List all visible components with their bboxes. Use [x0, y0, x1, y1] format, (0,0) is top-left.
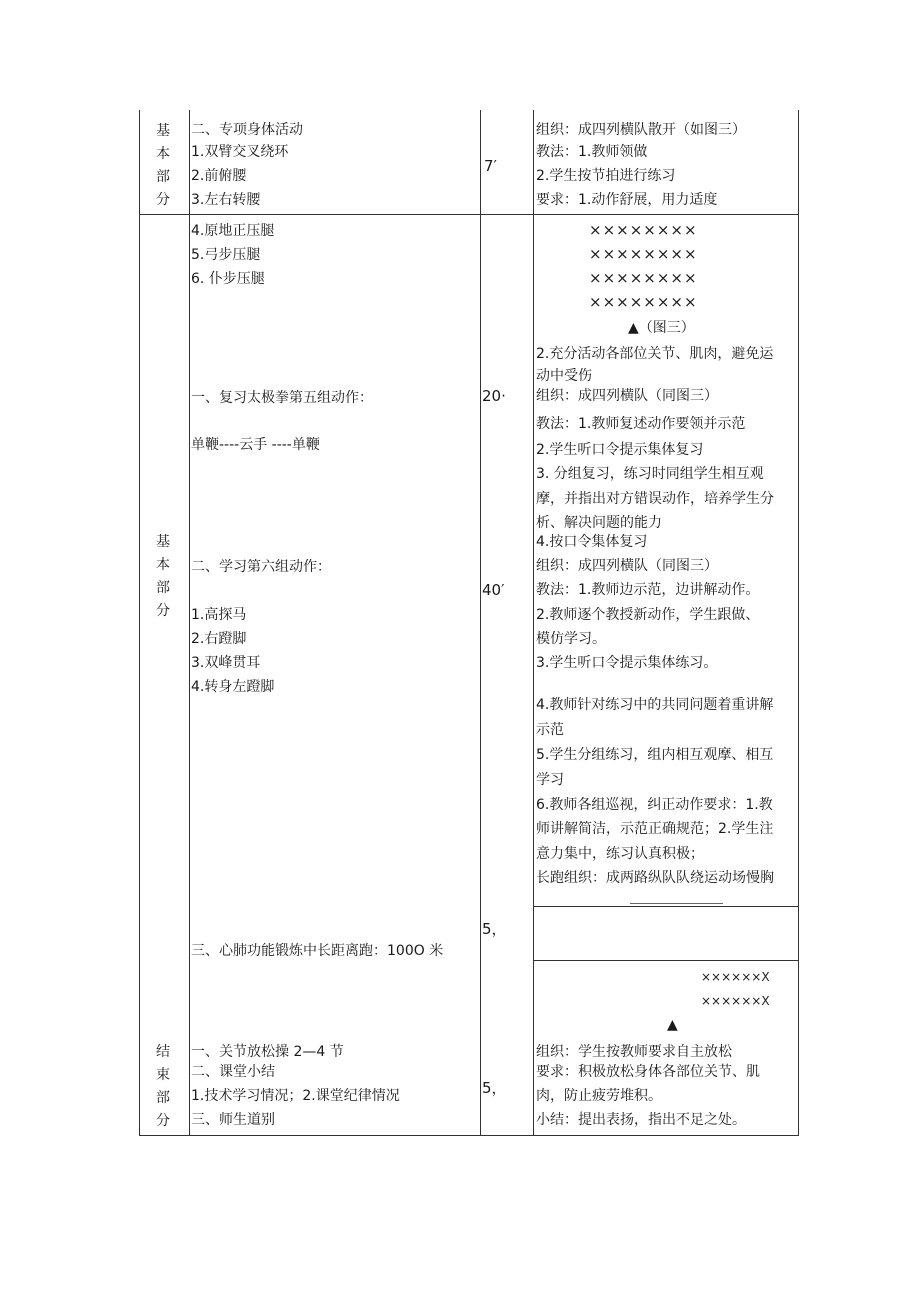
table-column-divider-2 — [480, 110, 481, 1136]
formation-row: ×××××××× — [589, 245, 698, 263]
table-border-left — [139, 110, 140, 1136]
method-line: 教法：1.教师复述动作要领并示范 — [536, 416, 746, 432]
method-line: 要求：积极放松身体各部位关节、肌 — [536, 1064, 760, 1080]
content-line: 一、关节放松操 2—4 节 — [191, 1044, 344, 1060]
method-line: 组织：学生按教师要求自主放松 — [536, 1044, 732, 1060]
method-line: 2.学生按节拍进行练习 — [536, 168, 676, 184]
content-line: 1.技术学习情况；2.课堂纪律情况 — [191, 1088, 400, 1104]
time-value: 7′ — [484, 157, 497, 175]
content-line: 6. 仆步压腿 — [191, 271, 265, 287]
method-line: 长跑组织：成两路纵队队绕运动场慢胸 — [536, 870, 774, 886]
table-border-right — [798, 110, 799, 1136]
section-label-basic-2: 基 本 部 分 — [156, 534, 170, 619]
content-line: 二、课堂小结 — [191, 1064, 275, 1080]
method-line: 组织：成四列横队（同图三） — [536, 558, 718, 574]
method-line: 学习 — [536, 772, 564, 788]
method-line: 3. 分组复习，练习时同组学生相互观 — [536, 466, 764, 482]
method-line: 2.教师逐个教授新动作，学生跟做、 — [536, 607, 760, 623]
method-line: 5.学生分组练习，组内相互观摩、相互 — [536, 747, 774, 763]
run-time: 5， — [482, 920, 507, 938]
method-line: 模仿学习。 — [536, 631, 606, 647]
method-line: 组织：成四列横队散开（如图三） — [536, 122, 746, 138]
method-line: 摩，并指出对方错误动作，培养学生分 — [536, 491, 774, 507]
formation-row: ×××××××× — [589, 221, 698, 239]
formation-row: ×××××××× — [589, 293, 698, 311]
time-value: 5， — [482, 1079, 507, 1097]
content-line: 5.弓步压腿 — [191, 247, 261, 263]
content-line: 1.双臂交叉绕环 — [191, 144, 289, 160]
content-line: 二、专项身体活动 — [191, 122, 303, 138]
review-title: 一、复习太极拳第五组动作： — [191, 390, 373, 406]
run-formation-row: ××××××X — [701, 994, 770, 1008]
content-line: 3.双峰贯耳 — [191, 655, 261, 671]
learn-time: 40′ — [482, 581, 505, 599]
method-line: 析、解决问题的能力 — [536, 515, 662, 531]
method-line: 4.教师针对练习中的共同问题着重讲解 — [536, 697, 774, 713]
method-line: 示范 — [536, 722, 564, 738]
teacher-marker-icon: ▲ — [667, 1017, 678, 1033]
method-line: 教法：1.教师边示范，边讲解动作。 — [536, 582, 760, 598]
method-line: 3.学生听口令提示集体练习。 — [536, 655, 718, 671]
content-line: 4.原地正压腿 — [191, 223, 275, 239]
table-column-divider-1 — [189, 110, 190, 1136]
method-line: 意力集中，练习认真积极； — [536, 846, 704, 862]
review-time: 20· — [482, 387, 506, 405]
method-line: 要求：1.动作舒展，用力适度 — [536, 192, 718, 208]
content-line: 2.右蹬脚 — [191, 631, 247, 647]
content-line: 三、师生道别 — [191, 1112, 275, 1128]
formation-row: ×××××××× — [589, 269, 698, 287]
method-line: 2.充分活动各部位关节、肌肉，避免运 — [536, 346, 774, 362]
row-divider-1 — [139, 214, 799, 215]
method-divider-2 — [533, 960, 798, 961]
method-underline — [630, 903, 723, 904]
method-line: 动中受伤 — [536, 368, 592, 384]
table-column-divider-3 — [533, 110, 534, 1136]
formation-caption: ▲（图三） — [628, 320, 695, 336]
content-line: 1.高探马 — [191, 607, 247, 623]
section-label-basic-1: 基 本 部 分 — [156, 123, 170, 208]
content-line: 2.前俯腰 — [191, 168, 247, 184]
run-formation-row: ××××××X — [701, 970, 770, 984]
method-line: 肉，防止疲劳堆积。 — [536, 1088, 662, 1104]
table-border-bottom — [139, 1135, 799, 1136]
learn-title: 二、学习第六组动作： — [191, 559, 331, 575]
run-title: 三、心肺功能锻炼中长距离跑：100O 米 — [191, 943, 444, 959]
method-line: 小结：提出表扬，指出不足之处。 — [536, 1112, 746, 1128]
method-line: 教法：1.教师领做 — [536, 144, 648, 160]
method-line: 6.教师各组巡视，纠正动作要求：1.教 — [536, 797, 773, 813]
method-divider-1 — [533, 906, 798, 907]
content-line: 4.转身左蹬脚 — [191, 679, 275, 695]
review-moves: 单鞭----云手 ----单鞭 — [191, 437, 320, 453]
method-line: 2.学生听口令提示集体复习 — [536, 442, 704, 458]
content-line: 3.左右转腰 — [191, 192, 261, 208]
section-label-end: 结 束 部 分 — [156, 1044, 170, 1129]
method-line: 组织：成四列横队（同图三） — [536, 388, 718, 404]
method-line: 4.按口令集体复习 — [536, 534, 648, 550]
method-line: 师讲解简洁，示范正确规范；2.学生注 — [536, 821, 774, 837]
